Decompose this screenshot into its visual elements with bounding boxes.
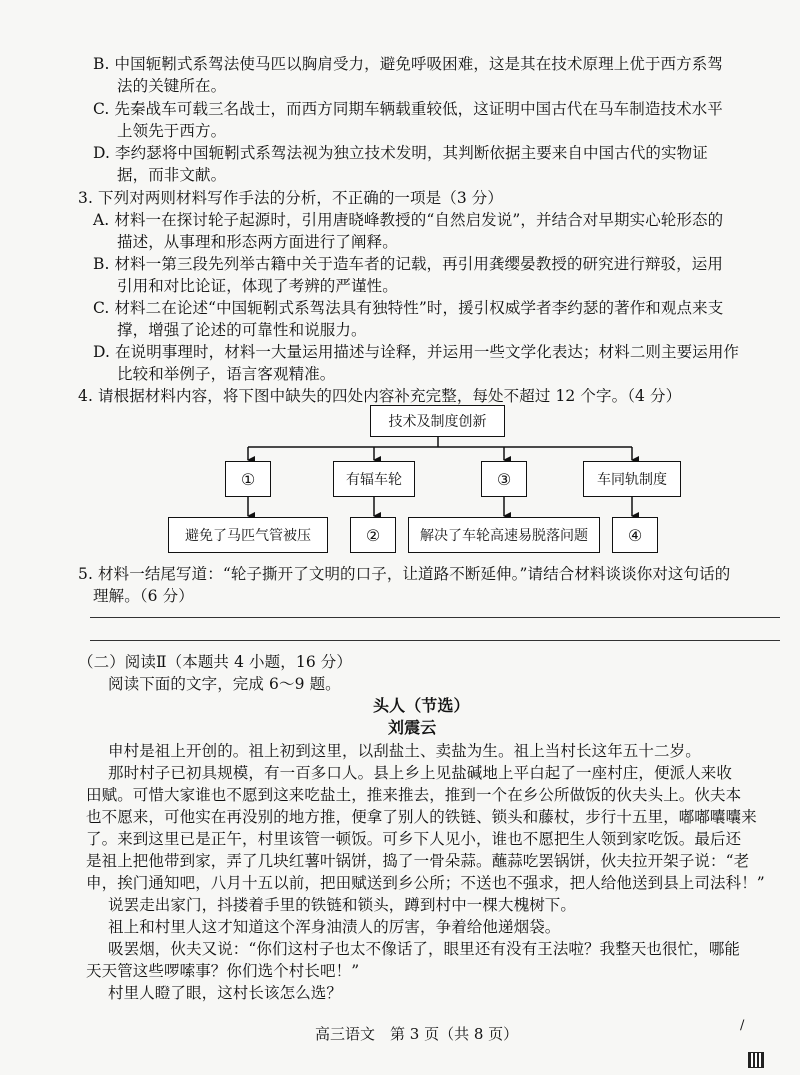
q3-c-line2: 撑，增强了论述的可靠性和说服力。 bbox=[117, 321, 367, 339]
reading2-instruction: 阅读下面的文字，完成 6～9 题。 bbox=[108, 675, 341, 693]
story-para-2: 那时村子已初具规模，有一百多口人。县上乡上见盐碱地上平白起了一座村庄，便派人来收 bbox=[108, 764, 733, 782]
diagram-effect-3: 解决了车轮高速易脱落问题 bbox=[408, 517, 600, 553]
story-line: 了。来到这里已是正午，村里该管一顿饭。可乡下人见小，谁也不愿把生人领到家吃饭。最后还 bbox=[86, 830, 742, 848]
story-para-1: 申村是祖上开创的。祖上初到这里，以刮盐土、卖盐为生。祖上当村长这年五十二岁。 bbox=[108, 742, 701, 760]
diagram-blank-4: ④ bbox=[612, 517, 658, 553]
story-line: 是祖上把他带到家，弄了几块红薯叶锅饼，捣了一骨朵蒜。蘸蒜吃罢锅饼，伙夫拉开架子说：“老 bbox=[86, 852, 750, 870]
story-line: 田赋。可惜大家谁也不愿到这来吃盐土，推来推去，推到一个在乡公所做饭的伙夫头上。伙夫本 bbox=[86, 786, 742, 804]
q5-line2: 理解。（6 分） bbox=[93, 587, 194, 605]
option-b-line1: B. 中国轭靷式系驾法使马匹以胸肩受力，避免呼吸困难，这是其在技术原理上优于西方系驾 bbox=[93, 55, 723, 73]
option-c-line2: 上领先于西方。 bbox=[117, 122, 227, 140]
q3-a-line2: 描述，从事理和形态两方面进行了阐释。 bbox=[117, 233, 398, 251]
page-footer: 高三语文 第 3 页（共 8 页） bbox=[315, 1025, 519, 1043]
q4-stem: 4. 请根据材料内容，将下图中缺失的四处内容补充完整，每处不超过 12 个字。（4 分） bbox=[78, 387, 682, 405]
q3-b-line2: 引用和对比论证，体现了考辨的严谨性。 bbox=[117, 277, 398, 295]
story-line: 申，挨门通知吧，八月十五以前，把田赋送到乡公所；不送也不强求，把人给他送到县上司法科！” bbox=[86, 874, 765, 892]
story-para-5: 吸罢烟，伙夫又说：“你们这村子也太不像话了，眼里还有没有王法啦？我整天也很忙，哪能 bbox=[108, 940, 741, 958]
answer-line-2 bbox=[90, 640, 780, 641]
story-title: 头人（节选） bbox=[373, 696, 470, 715]
answer-line-1 bbox=[90, 617, 780, 618]
option-d-line1: D. 李约瑟将中国轭靷式系驾法视为独立技术发明，其判断依据主要来自中国古代的实物证 bbox=[93, 144, 708, 162]
diagram-blank-2: ② bbox=[350, 517, 396, 553]
diagram-blank-3: ③ bbox=[481, 461, 527, 497]
reading2-header: （二）阅读Ⅱ（本题共 4 小题，16 分） bbox=[78, 653, 353, 671]
qr-code-icon bbox=[748, 1052, 764, 1068]
diagram-same-track-box: 车同轨制度 bbox=[583, 461, 681, 497]
diagram-spoked-wheel-box: 有辐车轮 bbox=[333, 461, 415, 497]
q3-d-line1: D. 在说明事理时，材料一大量运用描述与诠释，并运用一些文学化表达；材料二则主要运用作 bbox=[93, 343, 740, 361]
q3-a-line1: A. 材料一在探讨轮子起源时，引用唐晓峰教授的“自然启发说”，并结合对早期实心轮形态的 bbox=[93, 211, 724, 229]
diagram-blank-1: ① bbox=[225, 461, 271, 497]
diagram-top-box: 技术及制度创新 bbox=[370, 405, 505, 437]
story-para-4: 祖上和村里人这才知道这个浑身油渍人的厉害，争着给他递烟袋。 bbox=[108, 918, 561, 936]
option-d-line2: 据，而非文献。 bbox=[117, 166, 227, 184]
q3-d-line2: 比较和举例子，语言客观精准。 bbox=[117, 365, 336, 383]
q5-line1: 5. 材料一结尾写道：“轮子撕开了文明的口子，让道路不断延伸。”请结合材料谈谈你对这句话的 bbox=[78, 565, 731, 583]
option-b-line2: 法的关键所在。 bbox=[117, 77, 227, 95]
story-line: 天天管这些啰嗦事？你们选个村长吧！” bbox=[86, 962, 360, 980]
page-mark: / bbox=[740, 1018, 745, 1033]
diagram-effect-1: 避免了马匹气管被压 bbox=[168, 517, 328, 553]
q3-c-line1: C. 材料二在论述“中国轭靷式系驾法具有独特性”时，援引权威学者李约瑟的著作和观点来支 bbox=[93, 299, 724, 317]
story-line: 也不愿来，可他实在再没别的地方推，便拿了别人的铁链、锁头和藤杖，步行十五里，嘟嘟囔囔来 bbox=[86, 808, 757, 826]
story-author: 刘震云 bbox=[388, 718, 437, 737]
q3-b-line1: B. 材料一第三段先列举古籍中关于造车者的记载，再引用龚缨晏教授的研究进行辩驳，运用 bbox=[93, 255, 723, 273]
q3-stem: 3. 下列对两则材料写作手法的分析，不正确的一项是（3 分） bbox=[78, 189, 504, 207]
story-para-6: 村里人瞪了眼，这村长该怎么选？ bbox=[108, 984, 343, 1002]
option-c-line1: C. 先秦战车可载三名战士，而西方同期车辆载重较低，这证明中国古代在马车制造技术水平 bbox=[93, 100, 723, 118]
story-para-3: 说罢走出家门，抖搂着手里的铁链和锁头，蹲到村中一棵大槐树下。 bbox=[108, 896, 577, 914]
